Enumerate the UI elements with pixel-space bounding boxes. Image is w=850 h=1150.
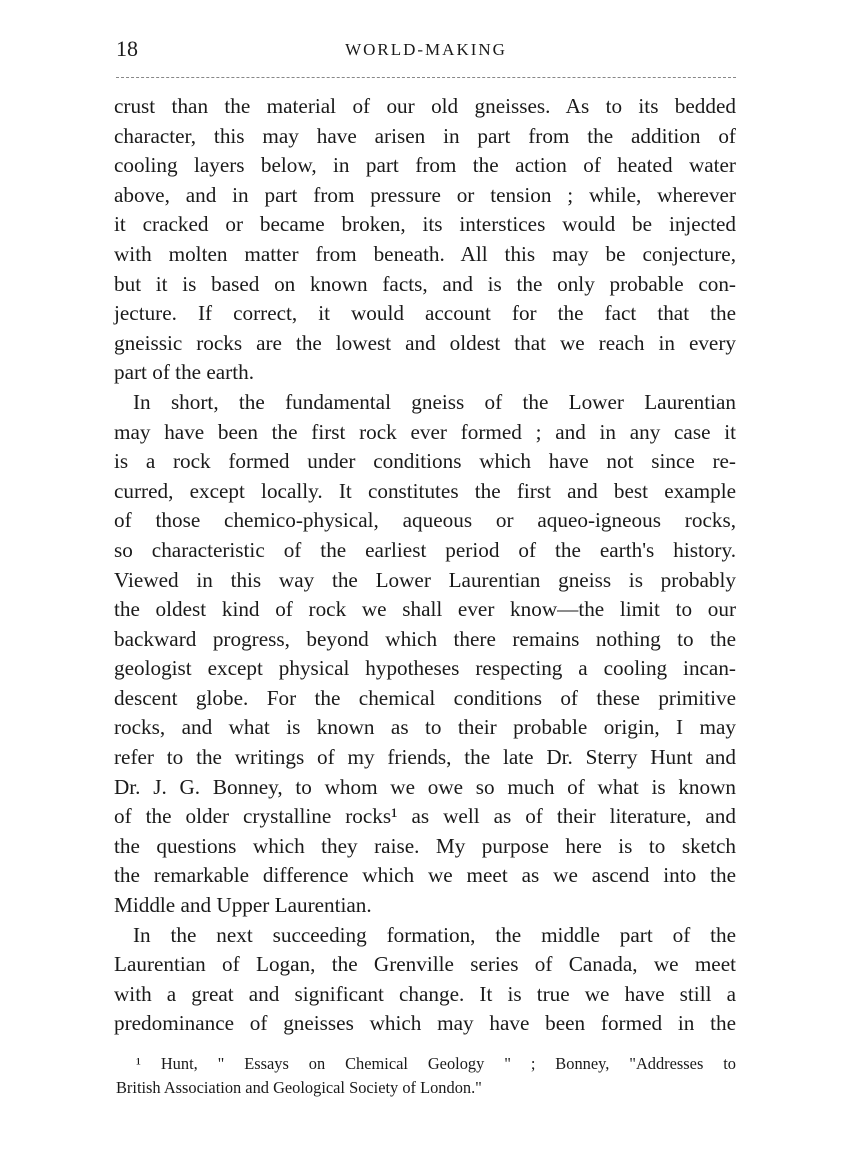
text-line: the oldest kind of rock we shall ever know—the limit to our xyxy=(114,597,736,622)
footnote xyxy=(116,1052,736,1100)
footnote-line: ¹ Hunt, " Essays on Chemical Geology " ; Bonney, "Addresses to xyxy=(136,1054,736,1073)
page-number: 18 xyxy=(116,36,138,61)
text-line: of those chemico-physical, aqueous or aqueo-igneous rocks, xyxy=(114,508,736,533)
text-line: descent globe. For the chemical conditions of these primitive xyxy=(114,685,736,710)
text-line: with a great and significant change. It is true we have still a xyxy=(114,981,736,1006)
text-line: backward progress, beyond which there remains nothing to the xyxy=(114,626,736,651)
footnote-line: British Association and Geological Society of London." xyxy=(116,1078,482,1097)
text-line: Dr. J. G. Bonney, to whom we owe so much of what is known xyxy=(114,774,736,799)
text-line: In short, the fundamental gneiss of the Lower Laurentian xyxy=(133,389,736,414)
text-line: part of the earth. xyxy=(114,360,255,385)
header-rule xyxy=(116,77,736,78)
text-line: Laurentian of Logan, the Grenville series of Canada, we meet xyxy=(114,952,736,977)
text-line: geologist except physical hypotheses respecting a cooling incan- xyxy=(114,656,736,681)
running-title: WORLD-MAKING xyxy=(345,40,507,59)
text-line: crust than the material of our old gneisses. As to its bedded xyxy=(114,94,736,118)
text-line: the questions which they raise. My purpose here is to sketch xyxy=(114,833,736,858)
text-line: may have been the first rock ever formed ; and in any case it xyxy=(114,419,736,444)
text-line: rocks, and what is known as to their probable origin, I may xyxy=(114,715,736,740)
text-line: jecture. If correct, it would account for the fact that the xyxy=(114,301,736,326)
body-text xyxy=(114,92,736,1039)
text-line: is a rock formed under conditions which have not since re- xyxy=(114,449,736,474)
text-line: Viewed in this way the Lower Laurentian gneiss is probably xyxy=(114,567,736,592)
text-line: but it is based on known facts, and is the only probable con- xyxy=(114,271,736,296)
text-line: it cracked or became broken, its interstices would be injected xyxy=(114,212,736,237)
text-line: gneissic rocks are the lowest and oldest that we reach in every xyxy=(114,330,736,355)
text-line: so characteristic of the earliest period of the earth's history. xyxy=(114,537,736,562)
text-line: cooling layers below, in part from the action of heated water xyxy=(114,153,736,178)
paragraph-3 xyxy=(114,921,736,1039)
text-line: Middle and Upper Laurentian. xyxy=(114,893,372,918)
text-line: above, and in part from pressure or tension ; while, wherever xyxy=(114,182,736,207)
text-line: character, this may have arisen in part from the addition of xyxy=(114,123,736,148)
text-line: with molten matter from beneath. All this may be conjecture, xyxy=(114,241,736,266)
text-line: curred, except locally. It constitutes the first and best example xyxy=(114,478,736,503)
text-line: the remarkable difference which we meet as we ascend into the xyxy=(114,863,736,888)
text-line: refer to the writings of my friends, the late Dr. Sterry Hunt and xyxy=(114,745,736,770)
text-line: of the older crystalline rocks¹ as well as of their literature, and xyxy=(114,804,736,829)
text-line: predominance of gneisses which may have been formed in the xyxy=(114,1011,736,1036)
text-line: In the next succeeding formation, the middle part of the xyxy=(133,922,736,947)
paragraph-1 xyxy=(114,92,736,388)
paragraph-2 xyxy=(114,388,736,921)
running-head xyxy=(116,36,736,66)
